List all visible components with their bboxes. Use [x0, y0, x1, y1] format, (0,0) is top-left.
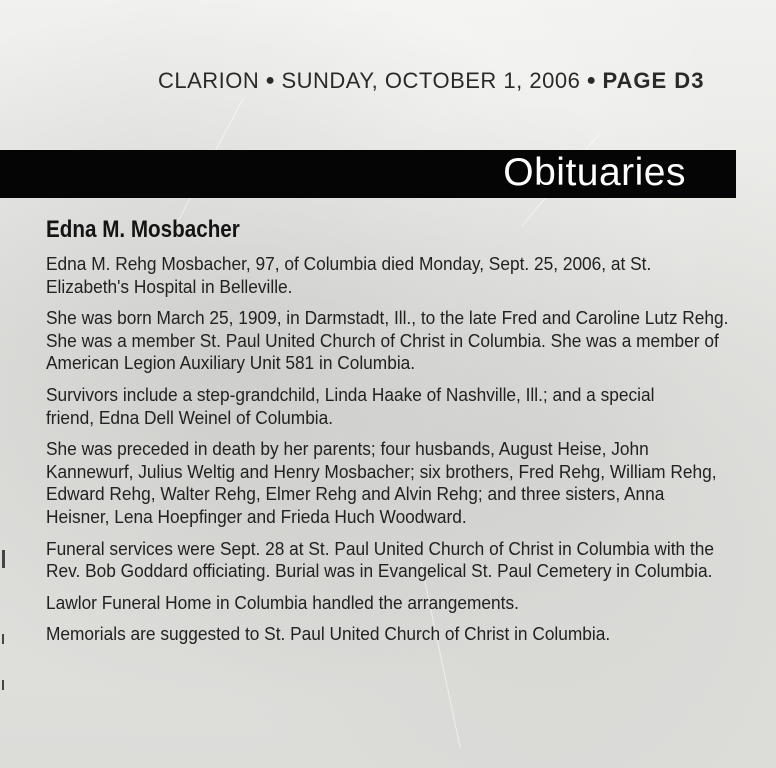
obituary-paragraph: Funeral services were Sept. 28 at St. Paul United Church of Christ in Columbia with the Rev. Bob Goddard officiating. Burial was in Evangelical St. Paul Cemetery in Columbia. — [46, 537, 714, 582]
masthead-paper-name: CLARION — [158, 68, 260, 93]
obituary-column — [46, 214, 746, 655]
obituary-paragraph: Lawlor Funeral Home in Columbia handled the arrangements. — [46, 591, 519, 613]
edge-mark — [2, 634, 4, 644]
obituary-paragraph: She was preceded in death by her parents; four husbands, August Heise, John Kannewurf, Julius Weltig and Henry Mosbacher; six brothers, Fred Rehg, William Rehg, Edward Rehg, Walter Rehg, Elmer Rehg and Alvin Rehg; and three sisters, Anna Heisner, Lena Hoepfinger and Frieda Huch Woodward. — [46, 438, 717, 527]
obituary-name: Edna M. Mosbacher — [46, 216, 240, 243]
masthead-date: SUNDAY, OCTOBER 1, 2006 — [281, 68, 581, 93]
section-title: Obituaries — [503, 151, 686, 194]
obituary-paragraph: Edna M. Rehg Mosbacher, 97, of Columbia died Monday, Sept. 25, 2006, at St. Elizabeth's Hospital in Belleville. — [46, 253, 652, 297]
bullet-icon: ● — [586, 72, 597, 89]
edge-mark — [2, 680, 4, 690]
bullet-icon: ● — [265, 72, 276, 89]
section-banner — [0, 150, 736, 198]
obituary-paragraph: Survivors include a step-grandchild, Linda Haake of Nashville, Ill.; and a special friend, Edna Dell Weinel of Columbia. — [46, 383, 655, 428]
edge-mark — [2, 550, 5, 568]
obituary-paragraph: Memorials are suggested to St. Paul United Church of Christ in Columbia. — [46, 623, 611, 645]
masthead-page-number: PAGE D3 — [602, 68, 705, 93]
masthead — [158, 68, 748, 94]
obituary-paragraph: She was born March 25, 1909, in Darmstadt, Ill., to the late Fred and Caroline Lutz Rehg. She was a member St. Paul United Church of Christ in Columbia. She was a member of American Legion Auxiliary Unit 581 in Columbia. — [46, 307, 729, 374]
